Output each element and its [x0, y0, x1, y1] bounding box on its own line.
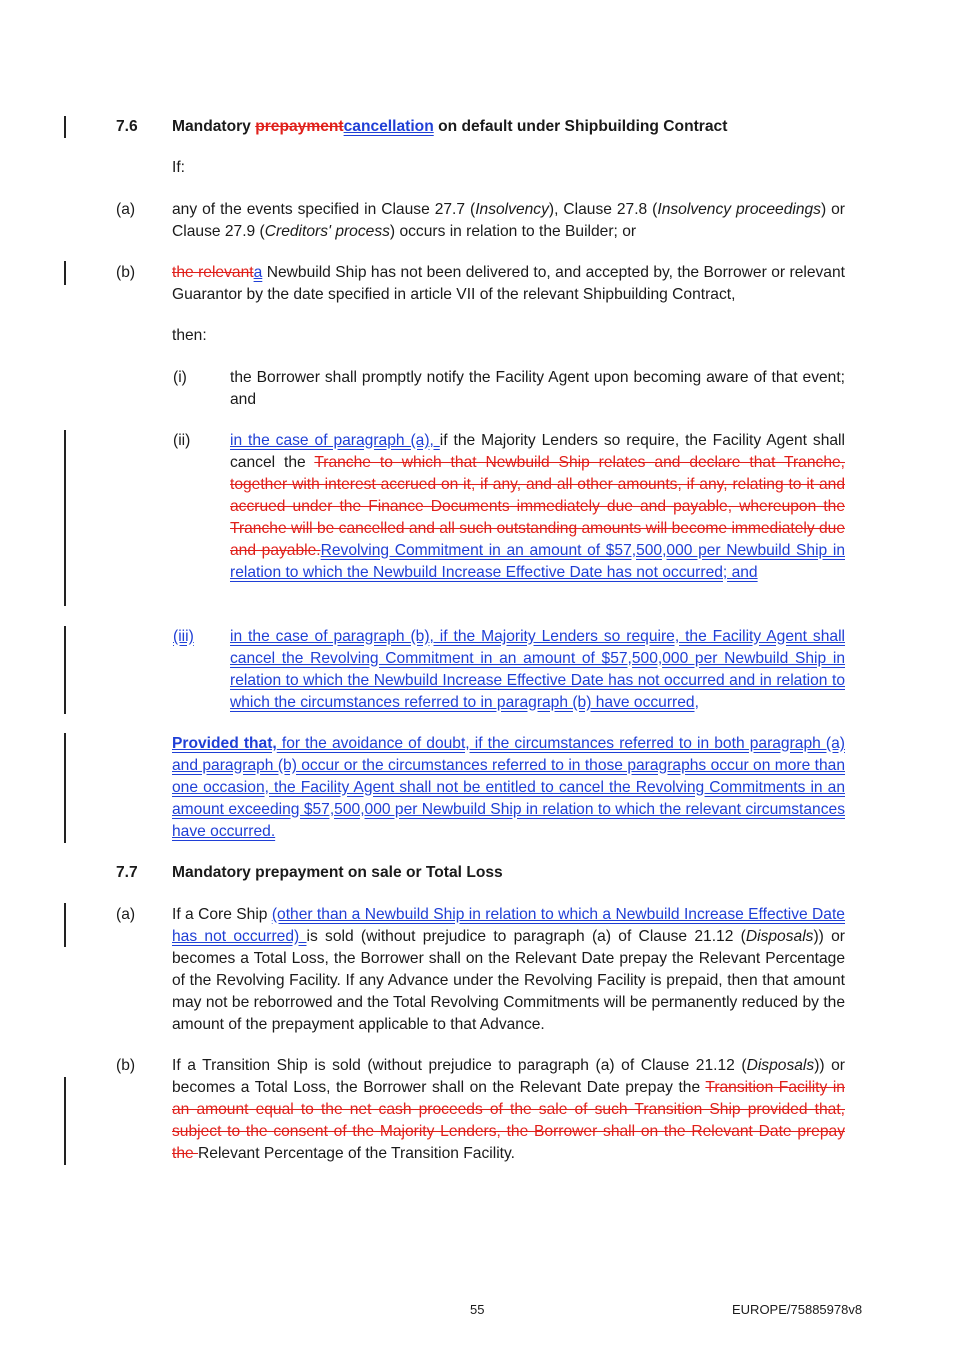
section-heading: Mandatory prepaymentcancellation on default under Shipbuilding Contract	[172, 118, 728, 135]
change-bar	[64, 430, 66, 606]
change-bar	[64, 903, 66, 947]
inserted-text: cancellation	[343, 118, 434, 135]
paragraph-7-7-b: If a Transition Ship is sold (without prejudice to paragraph (a) of Clause 21.12 (Disposals)) or becomes a Total Loss, the Borrower shall on the Relevant Date prepay the Transition Facility in an amount equal to the net cash proceeds of the sale of such Transition Ship provided that, subject to the consent of the Majority Lenders, the Borrower shall on the Relevant Date prepay the Relevant Percentage of the Transition Facility.	[172, 1057, 845, 1162]
section-number: 7.6	[116, 118, 138, 135]
paragraph-b: the relevanta Newbuild Ship has not been delivered to, and accepted by, the Borrower or relevant Guarantor by the date specified in article VII of the relevant Shipbuilding Contract,	[172, 264, 845, 303]
if-label: If:	[172, 159, 185, 176]
change-bar	[64, 733, 66, 843]
section-number: 7.7	[116, 864, 138, 881]
page-number: 55	[470, 1302, 485, 1317]
then-label: then:	[172, 327, 207, 344]
proviso-paragraph: Provided that, for the avoidance of doubt, if the circumstances referred to in both paragraph (a) and paragraph (b) occur or the circumstances referred to in those paragraphs occur on more than one occasion, the Facility Agent shall not be entitled to cancel the Revolving Commitments in an amount exceeding $57,500,000 per Newbuild Ship in relation to which the relevant circumstances have occurred.	[172, 735, 845, 840]
inserted-text: in the case of paragraph (a),	[230, 432, 440, 449]
subparagraph-i: the Borrower shall promptly notify the Facility Agent upon becoming aware of that event; and	[230, 369, 845, 408]
deleted-text: prepayment	[255, 118, 344, 135]
para-label: (a)	[116, 906, 136, 923]
deleted-text: the relevant	[172, 264, 254, 281]
inserted-text: in the case of paragraph (b), if the Majority Lenders so require, the Facility Agent shall cancel the Revolving Commitment in an amount of $57,500,000 per Newbuild Ship in relation to which the Newbuild Increase Effective Date has not occurred and in relation to which the circumstances referred to in paragraph (b) have occurred,	[230, 628, 845, 711]
subpara-label: (iii)	[173, 628, 194, 645]
deleted-text: Transition Facility in an amount equal to the net cash proceeds of the sale of such Transition Ship provided that, subject to the consent of the Majority Lenders, the Borrower shall on the Relevant Date prepay the	[172, 1079, 845, 1162]
change-bar	[64, 261, 66, 285]
subpara-label: (ii)	[173, 432, 191, 449]
section-heading: Mandatory prepayment on sale or Total Loss	[172, 864, 503, 881]
subpara-label: (i)	[173, 369, 187, 386]
change-bar	[64, 1077, 66, 1165]
subparagraph-iii	[230, 626, 845, 714]
para-label: (a)	[116, 201, 136, 218]
inserted-text: a	[253, 264, 263, 281]
document-reference: EUROPE/75885978v8	[732, 1302, 863, 1317]
subparagraph-ii: in the case of paragraph (a), if the Majority Lenders so require, the Facility Agent shall cancel the Tranche to which that Newbuild Ship relates and declare that Tranche, together with interest accrued on it, if any, and all other amounts, if any, relating to it and accrued under the Finance Documents immediately due and payable, whereupon the Tranche will be cancelled and all such outstanding amounts will become immediately due and payable.Revolving Commitment in an amount of $57,500,000 per Newbuild Ship in relation to which the Newbuild Increase Effective Date has not occurred; and	[230, 432, 845, 581]
change-bar	[64, 116, 66, 138]
change-bar	[64, 626, 66, 714]
para-label: (b)	[116, 1057, 136, 1074]
paragraph-7-7-a: If a Core Ship (other than a Newbuild Ship in relation to which a Newbuild Increase Effective Date has not occurred) is sold (without prejudice to paragraph (a) of Clause 21.12 (Disposals)) or becomes a Total Loss, the Borrower shall on the Relevant Date prepay the Relevant Percentage of the Revolving Facility. If any Advance under the Revolving Facility is prepaid, then that amount may not be reborrowed and the Total Revolving Commitments will be permanently reduced by the amount of the prepayment applicable to that Advance.	[172, 906, 845, 1033]
inserted-text: (other than a Newbuild Ship in relation to which a Newbuild Increase Effective Date has not occurred)	[172, 906, 845, 945]
inserted-text: Revolving Commitment in an amount of $57,500,000 per Newbuild Ship in relation to which the Newbuild Increase Effective Date has not occurred; and	[230, 542, 845, 581]
paragraph-a: any of the events specified in Clause 27.7 (Insolvency), Clause 27.8 (Insolvency proceedings) or Clause 27.9 (Creditors' process) occurs in relation to the Builder; or	[172, 201, 845, 240]
deleted-text: Tranche to which that Newbuild Ship relates and declare that Tranche, together with interest accrued on it, if any, and all other amounts, if any, relating to it and accrued under the Finance Documents immediately due and payable, whereupon the Tranche will be cancelled and all such outstanding amounts will become immediately due and payable.	[230, 454, 845, 559]
para-label: (b)	[116, 264, 136, 281]
